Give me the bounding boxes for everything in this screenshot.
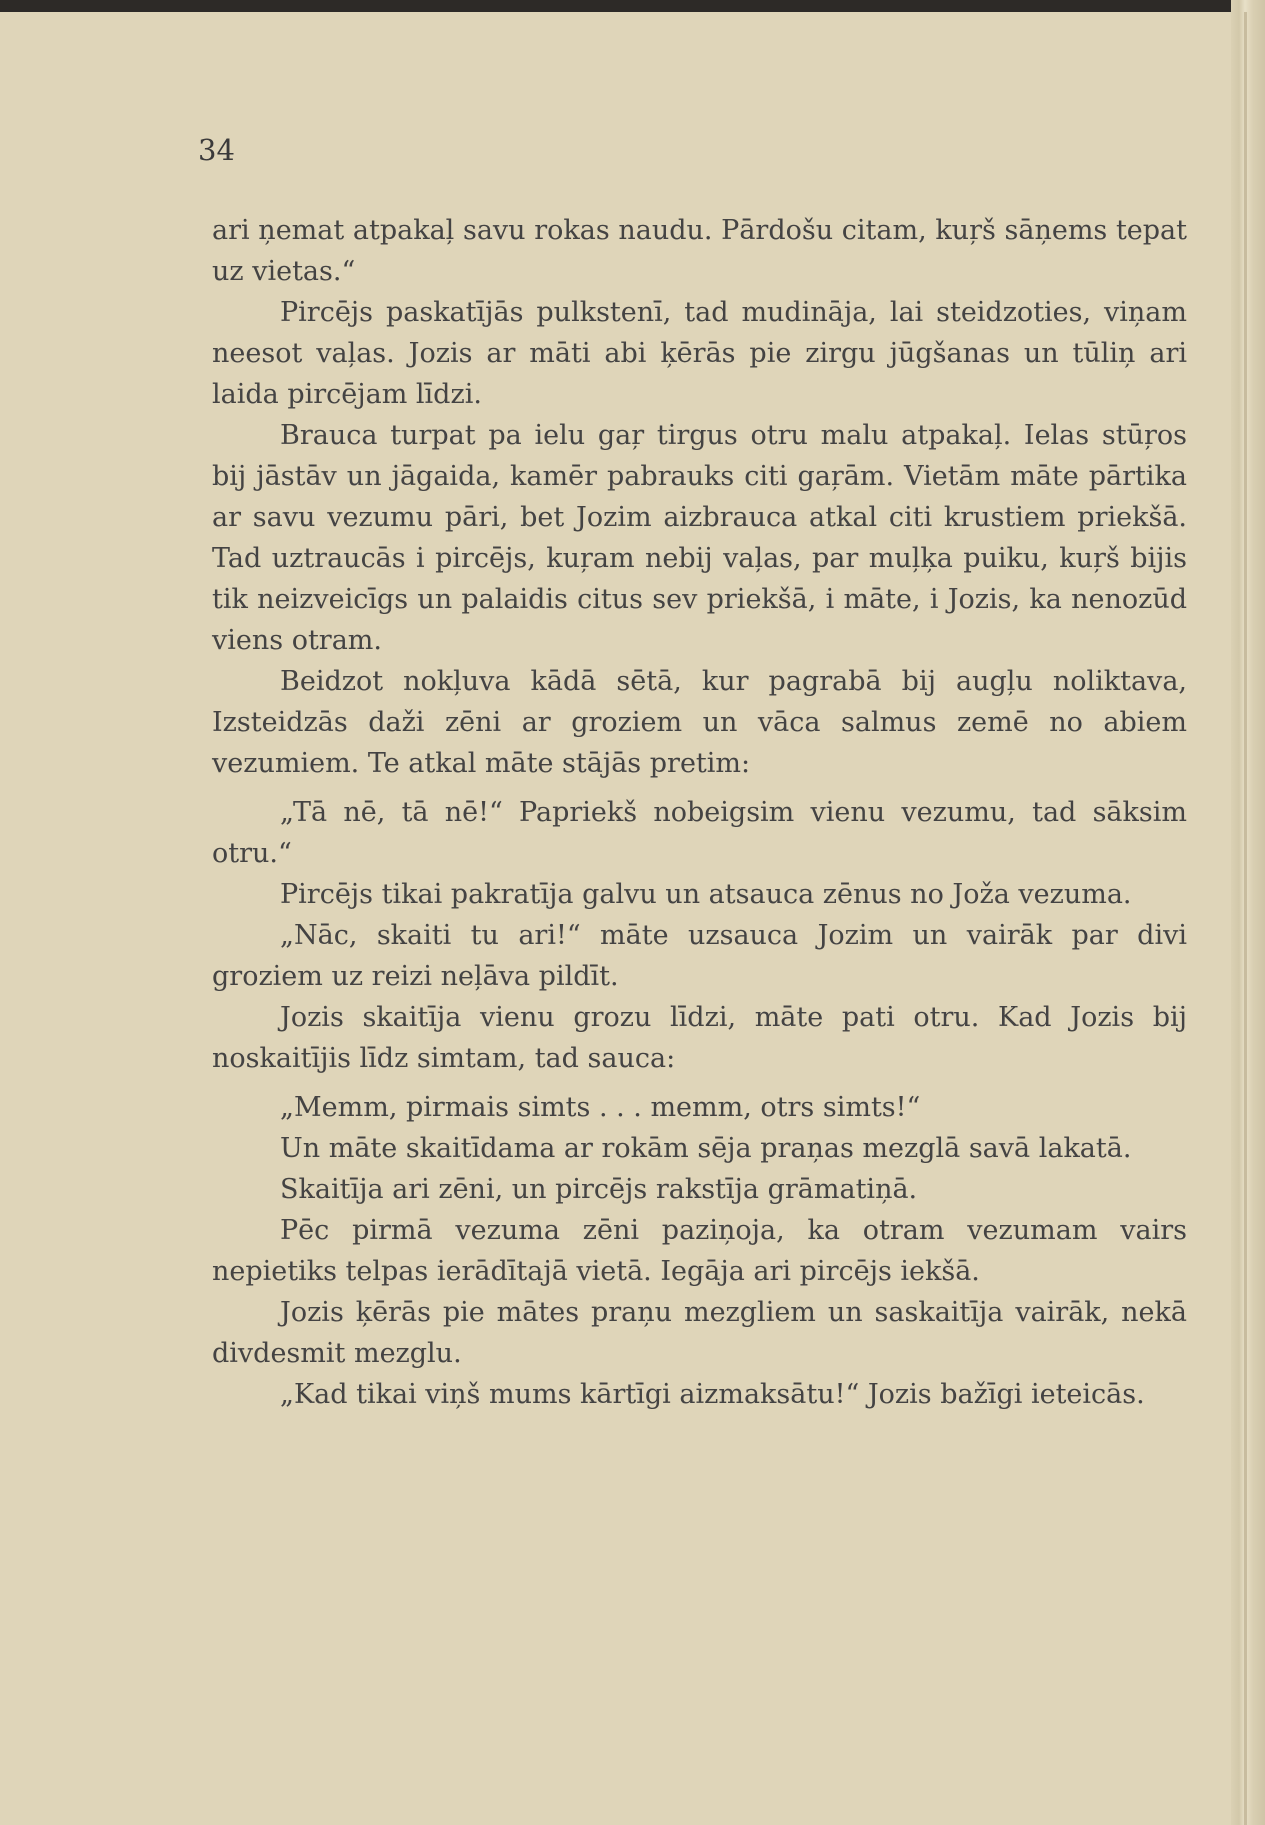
binding-line [1244, 12, 1247, 1825]
paragraph-13: Jozis ķērās pie mātes praņu mezgliem un saskaitīja vairāk, nekā divdesmit mezglu. [212, 1297, 1187, 1369]
paragraph-2: Pircējs paskatījās pulkstenī, tad mudināja, lai steidzoties, viņam neesot vaļas. Jozis ar māti abi ķērās pie zirgu jūgšanas un tūliņ ari laida pircējam līdzi. [212, 297, 1187, 410]
page-right-edge [1231, 0, 1265, 1825]
paragraph-11: Skaitīja ari zēni, un pircējs rakstīja grāmatiņā. [280, 1174, 918, 1205]
paragraph-12: Pēc pirmā vezuma zēni paziņoja, ka otram vezumam vairs nepietiks telpas ierādītajā vietā. Iegāja ari pircējs iekšā. [212, 1215, 1187, 1287]
paragraph-9: „Memm, pirmais simts . . . memm, otrs simts!“ [280, 1092, 921, 1123]
paragraph-14: „Kad tikai viņš mums kārtīgi aizmaksātu!“ Jozis bažīgi ieteicās. [280, 1379, 1145, 1410]
paragraph-4: Beidzot nokļuva kādā sētā, kur pagrabā bij augļu noliktava, Izsteidzās daži zēni ar groziem un vāca salmus zemē no abiem vezumiem. Te atkal māte stājās pretim: [212, 666, 1187, 779]
paragraph-5: „Tā nē, tā nē!“ Papriekš nobeigsim vienu vezumu, tad sāksim otru.“ [212, 797, 1187, 869]
paragraph-10: Un māte skaitīdama ar rokām sēja praņas mezglā savā lakatā. [280, 1133, 1132, 1164]
page-number: 34 [198, 133, 235, 167]
page-top-edge [0, 0, 1265, 12]
paragraph-6: Pircējs tikai pakratīja galvu un atsauca zēnus no Joža vezuma. [280, 879, 1132, 910]
paragraph-1: ari ņemat atpakaļ savu rokas naudu. Pārdošu citam, kuŗš sāņems tepat uz vietas.“ [212, 215, 1187, 287]
paragraph-3: Brauca turpat pa ielu gaŗ tirgus otru malu atpakaļ. Ielas stūŗos bij jāstāv un jāgaida, kamēr pabrauks citi gaŗām. Vietām māte pārtika ar savu vezumu pāri, bet Jozim aizbrauca atkal citi krustiem priekšā. Tad uztraucās i pircējs, kuŗam nebij vaļas, par muļķa puiku, kuŗš bijis tik neizveicīgs un palaidis citus sev priekšā, i māte, i Jozis, ka nenozūd viens otram. [212, 420, 1187, 656]
paragraph-8: Jozis skaitīja vienu grozu līdzi, māte pati otru. Kad Jozis bij noskaitījis līdz simtam, tad sauca: [212, 1002, 1187, 1074]
body-text [212, 210, 1187, 1415]
paragraph-7: „Nāc, skaiti tu ari!“ māte uzsauca Jozim un vairāk par divi groziem uz reizi neļāva pildīt. [212, 920, 1187, 992]
